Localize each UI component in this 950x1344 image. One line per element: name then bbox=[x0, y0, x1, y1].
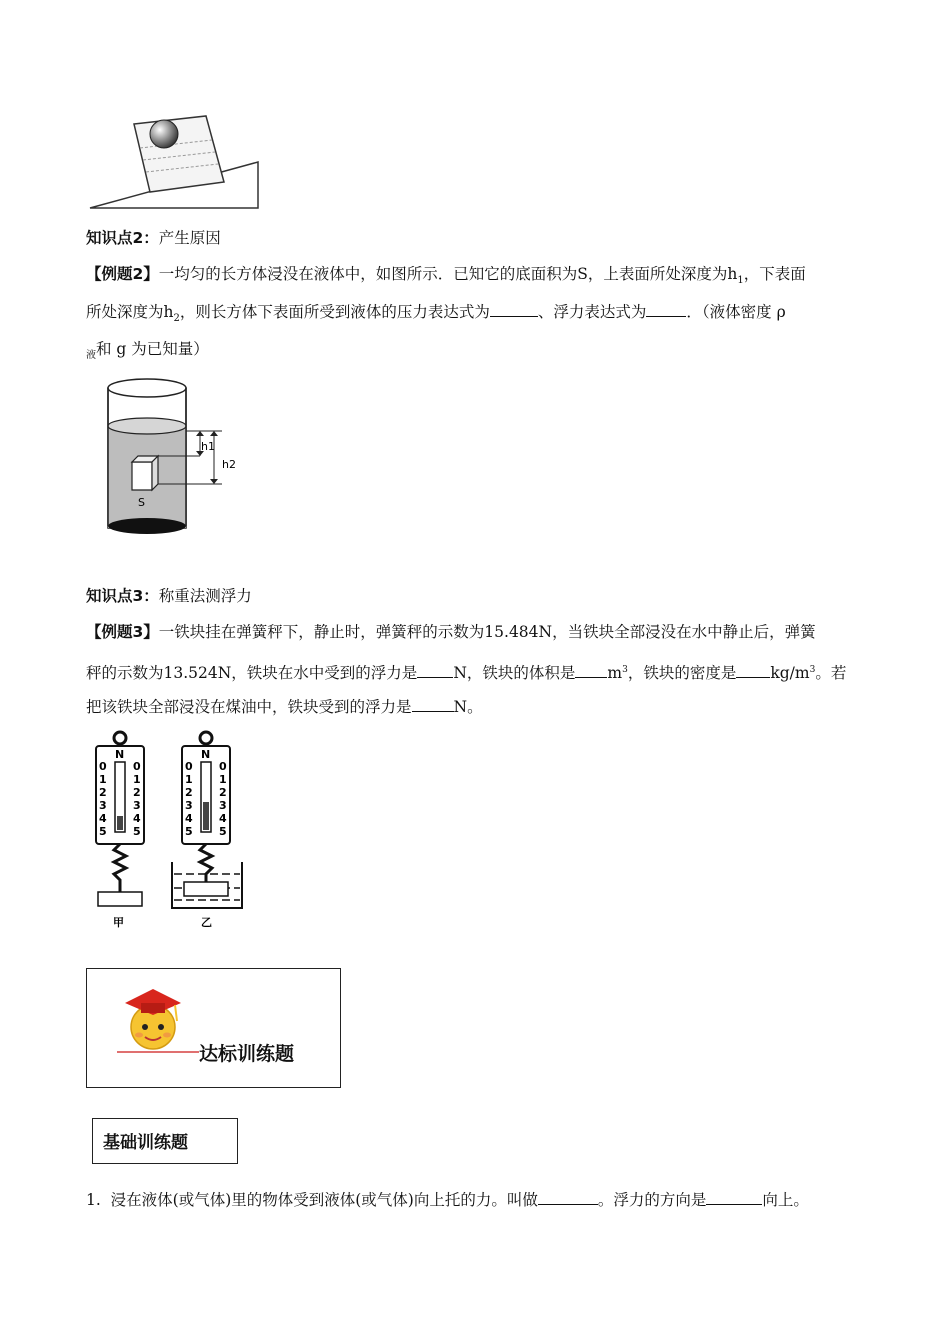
tick-label: 2 bbox=[219, 786, 227, 799]
ex3-unit-m: m bbox=[607, 664, 623, 683]
tick-label: 3 bbox=[133, 799, 141, 812]
label-s: S bbox=[138, 496, 145, 509]
tick-label: 0 bbox=[133, 760, 141, 773]
ex2-text1-end: ，下表面 bbox=[743, 265, 806, 283]
q1-text-a: 浸在液体(或气体)里的物体受到液体(或气体)向上托的力。叫做 bbox=[110, 1191, 538, 1209]
ex3-sup2: 3 bbox=[809, 665, 816, 675]
banner-title: 达标训练题 bbox=[199, 1043, 295, 1065]
kp3-label: 知识点3： bbox=[86, 587, 159, 605]
ex2-text3: 和 g 为已知量） bbox=[96, 340, 209, 358]
kp2-title: 产生原因 bbox=[158, 229, 221, 247]
tick-label: 3 bbox=[219, 799, 227, 812]
ex3-line3 bbox=[86, 697, 483, 717]
kp3-title: 称重法测浮力 bbox=[158, 587, 252, 605]
answer-blank[interactable] bbox=[412, 697, 454, 712]
tick-label: 1 bbox=[219, 773, 227, 786]
spring-scale-a bbox=[96, 732, 144, 929]
tick-label: 1 bbox=[133, 773, 141, 786]
ex2-line3 bbox=[86, 339, 209, 366]
tick-label: 2 bbox=[133, 786, 141, 799]
tick-label: 3 bbox=[99, 799, 107, 812]
ex3-text3b: N。 bbox=[453, 698, 483, 716]
tick-label: 4 bbox=[99, 812, 107, 825]
label-h1: h1 bbox=[201, 440, 215, 453]
ex2-label: 【例题2】 bbox=[86, 265, 159, 283]
ex3-text3a: 把该铁块全部浸没在煤油中，铁块受到的浮力是 bbox=[86, 698, 412, 716]
tick-label: 0 bbox=[185, 760, 193, 773]
cylinder-figure bbox=[104, 376, 254, 536]
tick-label: 4 bbox=[219, 812, 227, 825]
tick-label: 5 bbox=[99, 825, 107, 838]
answer-blank[interactable] bbox=[538, 1190, 598, 1205]
ex3-unit-kgm: kg/m bbox=[770, 664, 810, 683]
q1-number: 1. bbox=[86, 1191, 101, 1209]
spring-scale-figure bbox=[88, 728, 258, 934]
scale-n-label: N bbox=[201, 748, 211, 761]
ex3-text2d: ，铁块的密度是 bbox=[627, 664, 737, 683]
q1-text-c: 向上。 bbox=[762, 1191, 809, 1209]
tick-label: 4 bbox=[185, 812, 193, 825]
ex3-label: 【例题3】 bbox=[86, 623, 159, 641]
ex2-sub-liquid: 液 bbox=[86, 350, 96, 362]
q1-text-b: 。浮力的方向是 bbox=[597, 1191, 707, 1209]
basic-training-box bbox=[92, 1118, 238, 1164]
ex3-text2b: N，铁块的体积是 bbox=[453, 664, 576, 683]
ex3-line2 bbox=[86, 660, 846, 683]
tick-label: 2 bbox=[99, 786, 107, 799]
ex3-text2a: 秤的示数为13.524N，铁块在水中受到的浮力是 bbox=[86, 664, 418, 683]
banner-underline bbox=[117, 1051, 199, 1053]
answer-blank[interactable] bbox=[646, 302, 686, 317]
label-h2: h2 bbox=[222, 458, 236, 471]
answer-blank[interactable] bbox=[706, 1190, 762, 1205]
tick-label: 5 bbox=[133, 825, 141, 838]
ex2-line2 bbox=[86, 302, 786, 329]
tick-label: 0 bbox=[99, 760, 107, 773]
kp3-heading bbox=[86, 586, 252, 606]
ex3-line1 bbox=[86, 622, 816, 642]
ex3-text2f: 。若 bbox=[815, 664, 847, 683]
label-jia: 甲 bbox=[113, 916, 124, 929]
answer-blank[interactable] bbox=[575, 663, 607, 678]
tick-label: 3 bbox=[185, 799, 193, 812]
tick-label: 2 bbox=[185, 786, 193, 799]
answer-blank[interactable] bbox=[490, 302, 538, 317]
ex2-text1: 一均匀的长方体浸没在液体中，如图所示．已知它的底面积为S，上表面所处深度为h bbox=[158, 265, 738, 283]
question-1 bbox=[86, 1190, 809, 1210]
ex2-text2b: ，则长方体下表面所受到液体的压力表达式为 bbox=[179, 303, 490, 321]
ex2-sub-h2: 2 bbox=[173, 313, 180, 325]
tick-label: 4 bbox=[133, 812, 141, 825]
tick-label: 1 bbox=[99, 773, 107, 786]
answer-blank[interactable] bbox=[736, 663, 770, 678]
kp2-heading bbox=[86, 228, 221, 248]
tick-label: 1 bbox=[185, 773, 193, 786]
training-banner bbox=[86, 968, 341, 1088]
label-yi: 乙 bbox=[201, 916, 212, 929]
ex2-line1 bbox=[86, 264, 806, 291]
ex2-text2c: 、浮力表达式为 bbox=[537, 303, 647, 321]
ex2-text2a: 所处深度为h bbox=[86, 303, 174, 321]
tick-label: 0 bbox=[219, 760, 227, 773]
ex2-text2d: ．（液体密度 ρ bbox=[686, 303, 786, 321]
basic-training-title: 基础训练题 bbox=[103, 1133, 188, 1153]
ex3-text1: 一铁块挂在弹簧秤下，静止时，弹簧秤的示数为15.484N，当铁块全部浸没在水中静止后，弹簧 bbox=[158, 623, 816, 641]
tick-label: 5 bbox=[185, 825, 193, 838]
answer-blank[interactable] bbox=[417, 663, 453, 678]
ex2-sub-h1: 1 bbox=[737, 275, 744, 287]
ex3-sup1: 3 bbox=[622, 665, 628, 675]
scale-n-label: N bbox=[115, 748, 125, 761]
tick-label: 5 bbox=[219, 825, 227, 838]
spring-scale-b bbox=[172, 732, 242, 929]
incline-figure bbox=[86, 112, 266, 212]
kp2-label: 知识点2： bbox=[86, 229, 159, 247]
graduate-mascot-icon bbox=[109, 977, 189, 1057]
